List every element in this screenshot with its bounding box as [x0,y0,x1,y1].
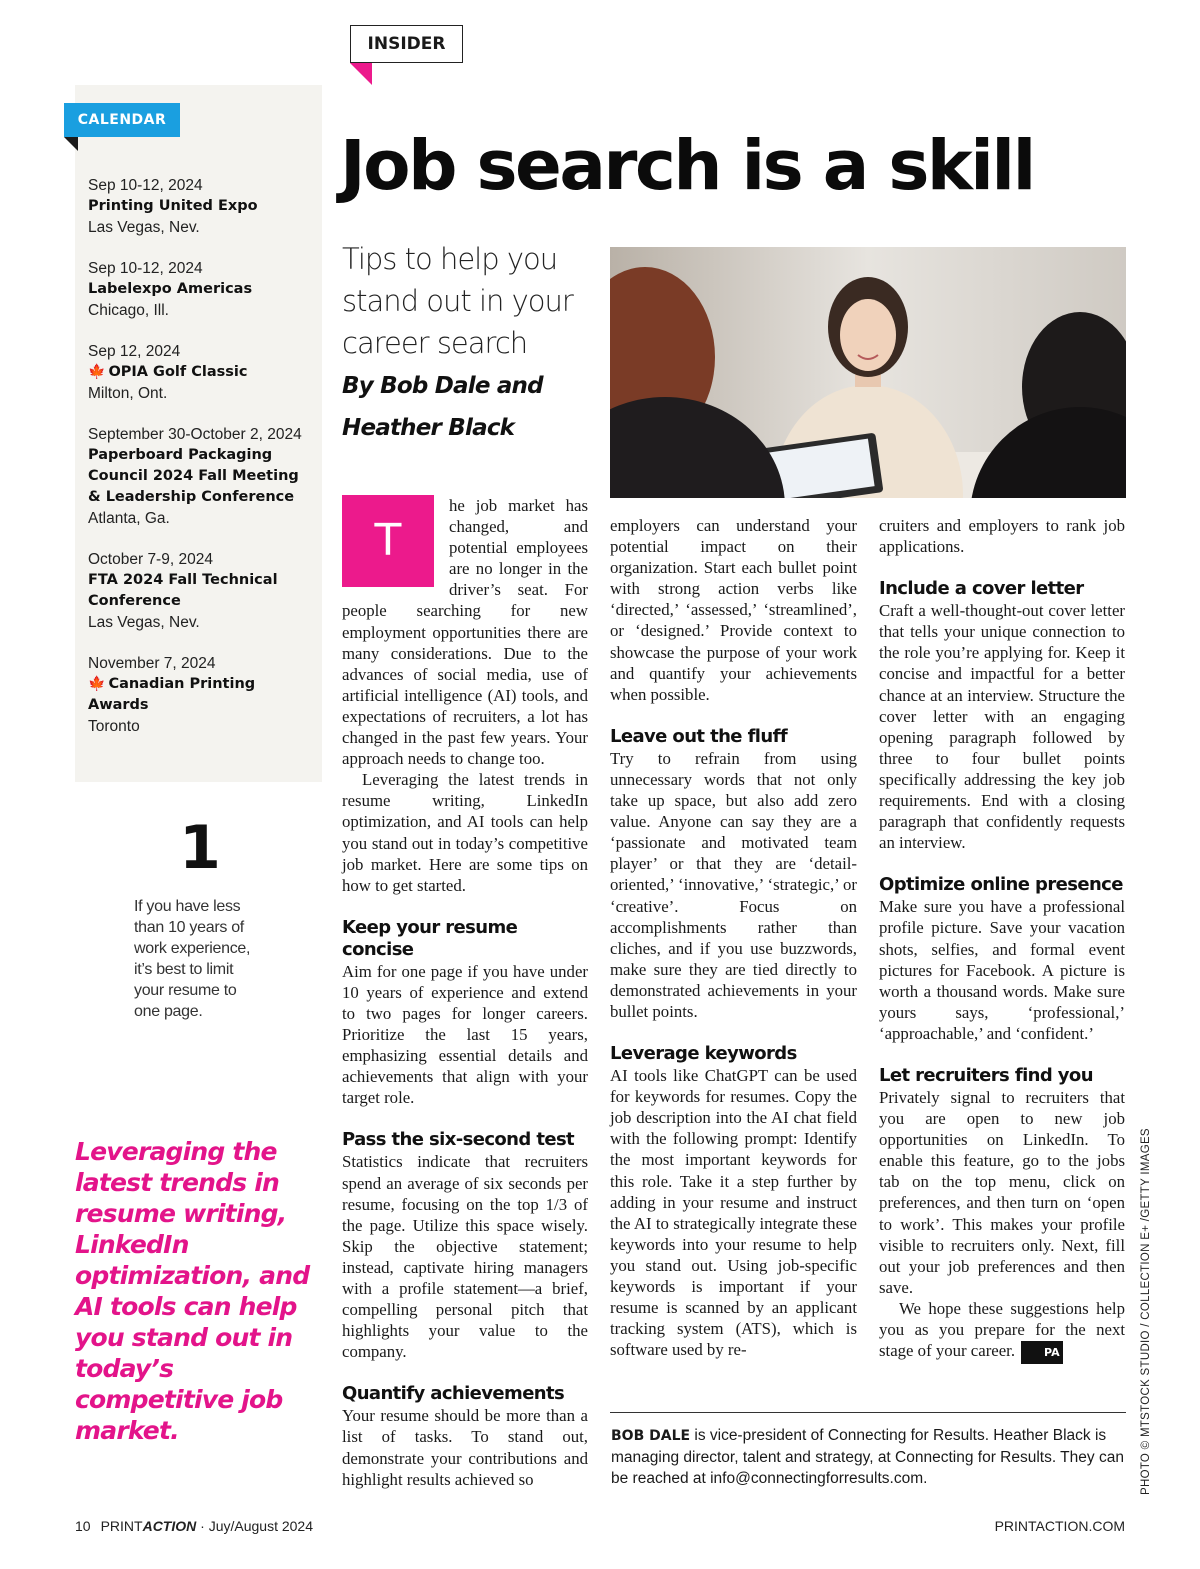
event-name [88,196,313,217]
heading-cover-letter: Include a cover letter [879,578,1084,600]
heading-recruiters: Let recruiters find you [879,1064,1093,1086]
intro-paragraph-2: Leveraging the latest trends in resume writing, LinkedIn optimization, and AI tools can help you stand out in today’s competitive job market. Here are some tips on how to get started. [342,770,588,895]
calendar-event [88,424,313,529]
event-date: Sep 10-12, 2024 [88,177,203,194]
event-name-text: OPIA Golf Classic [108,364,248,380]
footer-folio [75,1518,313,1534]
heading-keywords: Leverage keywords [610,1043,797,1065]
article-column-1 [342,495,588,1490]
tip-number: 1 [179,813,221,883]
paragraph-fluff: Try to refrain from using unnecessary words that not only take up space, but also add zero value. Anyone can say they are a ‘passionate and motivated team player’ or that they are ‘detail-oriented,’ ‘innovative,’ ‘strategic,’ or ‘creative’. Focus on accomplishments rather than cliches, and if you use buzzwords, make sure they are tied directly to demonstrated achievements in your bullet points. [610,748,857,1021]
event-name [88,445,313,508]
bio-text: is vice-president of Connecting for Results. Heather Black is managing director, talent and strategy, at Connecting for Results. They can be reached at info@connectingforresults.com. [611,1427,1124,1487]
maple-leaf-icon: 🍁 [88,676,106,692]
event-name-text: Labelexpo Americas [88,281,253,297]
calendar-events [88,175,313,757]
event-place: Toronto [88,718,140,735]
calendar-badge: CALENDAR [64,103,180,137]
paragraph-online-presence: Make sure you have a professional profile picture. Save your vacation shots, selfies, and formal event pictures for Facebook. A picture is worth a thousand words. Make sure yours says, ‘professional,’ ‘approachable,’ and ‘confident.’ [879,897,1125,1043]
closing-text: We hope these suggestions help you as you prepare for the next stage of your career. [879,1298,1125,1361]
paragraph-quantify-part-1: Your resume should be more than a list of tasks. To stand out, demonstrate your contributions and highlight results achieved so [342,1406,588,1489]
author-bio [611,1425,1126,1489]
article-column-3 [879,515,1125,1364]
heading-quantify: Quantify achievements [342,1383,565,1405]
calendar-badge-fold [64,137,78,151]
event-date: Sep 12, 2024 [88,343,181,360]
byline: By Bob Dale and Heather Black [342,373,543,441]
paragraph-keywords-part-2: cruiters and employers to rank job applications. [879,516,1125,557]
article-column-2 [610,515,857,1360]
event-place: Atlanta, Ga. [88,510,170,527]
heading-fluff: Leave out the fluff [610,725,788,747]
calendar-event [88,549,313,633]
calendar-event [88,653,313,737]
event-name-text: Printing United Expo [88,198,258,214]
section-tag-corner [350,63,372,85]
calendar-event [88,341,313,404]
event-date: October 7-9, 2024 [88,551,213,568]
publication-name [101,1518,197,1534]
event-place: Las Vegas, Nev. [88,219,200,236]
paragraph-closing [879,1298,1125,1364]
page-number: 10 [75,1518,91,1534]
bio-divider [610,1412,1126,1413]
event-name-text: FTA 2024 Fall Technical Conference [88,572,278,609]
event-name [88,570,313,612]
heading-concise: Keep your resume concise [342,916,518,960]
paragraph-cover-letter: Craft a well-thought-out cover letter that tells your unique connection to the role you’re applying for. Keep it concise and impactful for a better chance at an interview. Structure the cover letter with an engaging opening paragraph followed by three to four bullet points specifically addressing the key job requirements. End with a closing paragraph that confidently requests an interview. [879,601,1125,853]
event-place: Chicago, Ill. [88,302,169,319]
event-date: Sep 10-12, 2024 [88,260,203,277]
event-name [88,362,313,383]
bio-name: BOB DALE [611,1428,691,1444]
paragraph-recruiters: Privately signal to recruiters that you are open to new job opportunities on LinkedIn. To enable this feature, go to the jobs tab on the top menu, click on preferences, and then turn on ‘open to work’. This makes your profile visible to recruiters only. Next, fill out your job preferences and then save. [879,1087,1125,1297]
paragraph-concise: Aim for one page if you have under 10 years of experience and extend to two pages for longer careers. Prioritize the last 15 years, emphasizing essential details and achievements that align with your target role. [342,961,588,1108]
section-tag: INSIDER [350,25,463,63]
maple-leaf-icon: 🍁 [88,364,106,380]
pull-quote: Leveraging the latest trends in resume writing, LinkedIn optimization, and AI tools can help you stand out in today’s competitive job market. [75,1137,310,1445]
drop-cap: T [342,495,434,587]
event-date: September 30-October 2, 2024 [88,426,302,443]
heading-online-presence: Optimize online presence [879,874,1123,896]
headline: Job search is a skill [340,126,1034,206]
paragraph-six-second: Statistics indicate that recruiters spend an average of six seconds per resume, focusing on the top 1/3 of the page. Utilize this space wisely. Skip the objective statement; instead, captivate hiring managers with a profile statement—a brief, compelling personal pitch that highlights your value to the company. [342,1152,588,1362]
event-place: Las Vegas, Nev. [88,614,200,631]
interview-photo [610,247,1126,498]
calendar-event [88,258,313,321]
paragraph-quantify-part-2: employers can understand your potential impact on their organization. Start each bullet point with strong action verbs like ‘directed,’ ‘assessed,’ ‘streamlined’, or ‘designed.’ Provide context to showcase the purpose of your work and quantify your achievements when possible. [610,516,857,704]
event-name [88,279,313,300]
footer-website: PRINTACTION.COM [994,1518,1125,1534]
calendar-event [88,175,313,238]
event-name-text: Canadian Printing Awards [88,676,256,713]
paragraph-keywords-part-1: AI tools like ChatGPT can be used for keywords for resumes. Copy the job description into the AI chat field with the following prompt: Identify the most important keywords for this role. Take it a step further by adding in your resume and instruct the AI to strategically integrate these keywords into your resume to help you stand out. Using job-specific keywords is important if your resume is scanned by an applicant tracking system (ATS), which is software used by re- [610,1066,857,1360]
intro-paragraph-1: he job market has changed, and potential employees are no longer in the driver’s seat. For people searching for new employment opportunities there are many considerations. Due to the advances of social media, use of artificial intelligence (AI) tools, and expectations of recruiters, a lot has changed in the past few years. Your approach needs to change too. [342,496,588,769]
publication-name-bold: ACTION [142,1518,197,1534]
event-place: Milton, Ont. [88,385,168,402]
issue-date: · Juy/August 2024 [196,1518,313,1534]
deck: Tips to help you stand out in your career search [342,242,573,360]
heading-six-second: Pass the six-second test [342,1129,575,1151]
publication-name-regular: PRINT [100,1518,143,1534]
photo-credit: PHOTO © MTSTOCK STUDIO / COLLECTION E+ /GETTY IMAGES [1140,1128,1152,1495]
event-date: November 7, 2024 [88,655,216,672]
event-name [88,674,313,716]
tip-text: If you have less than 10 years of work experience, it’s best to limit your resume to one page. [134,898,251,1020]
interview-photo-illustration [610,247,1126,498]
end-mark-logo: PA [1021,1341,1063,1364]
event-name-text: Paperboard Packaging Council 2024 Fall Meeting & Leadership Conference [88,447,299,505]
